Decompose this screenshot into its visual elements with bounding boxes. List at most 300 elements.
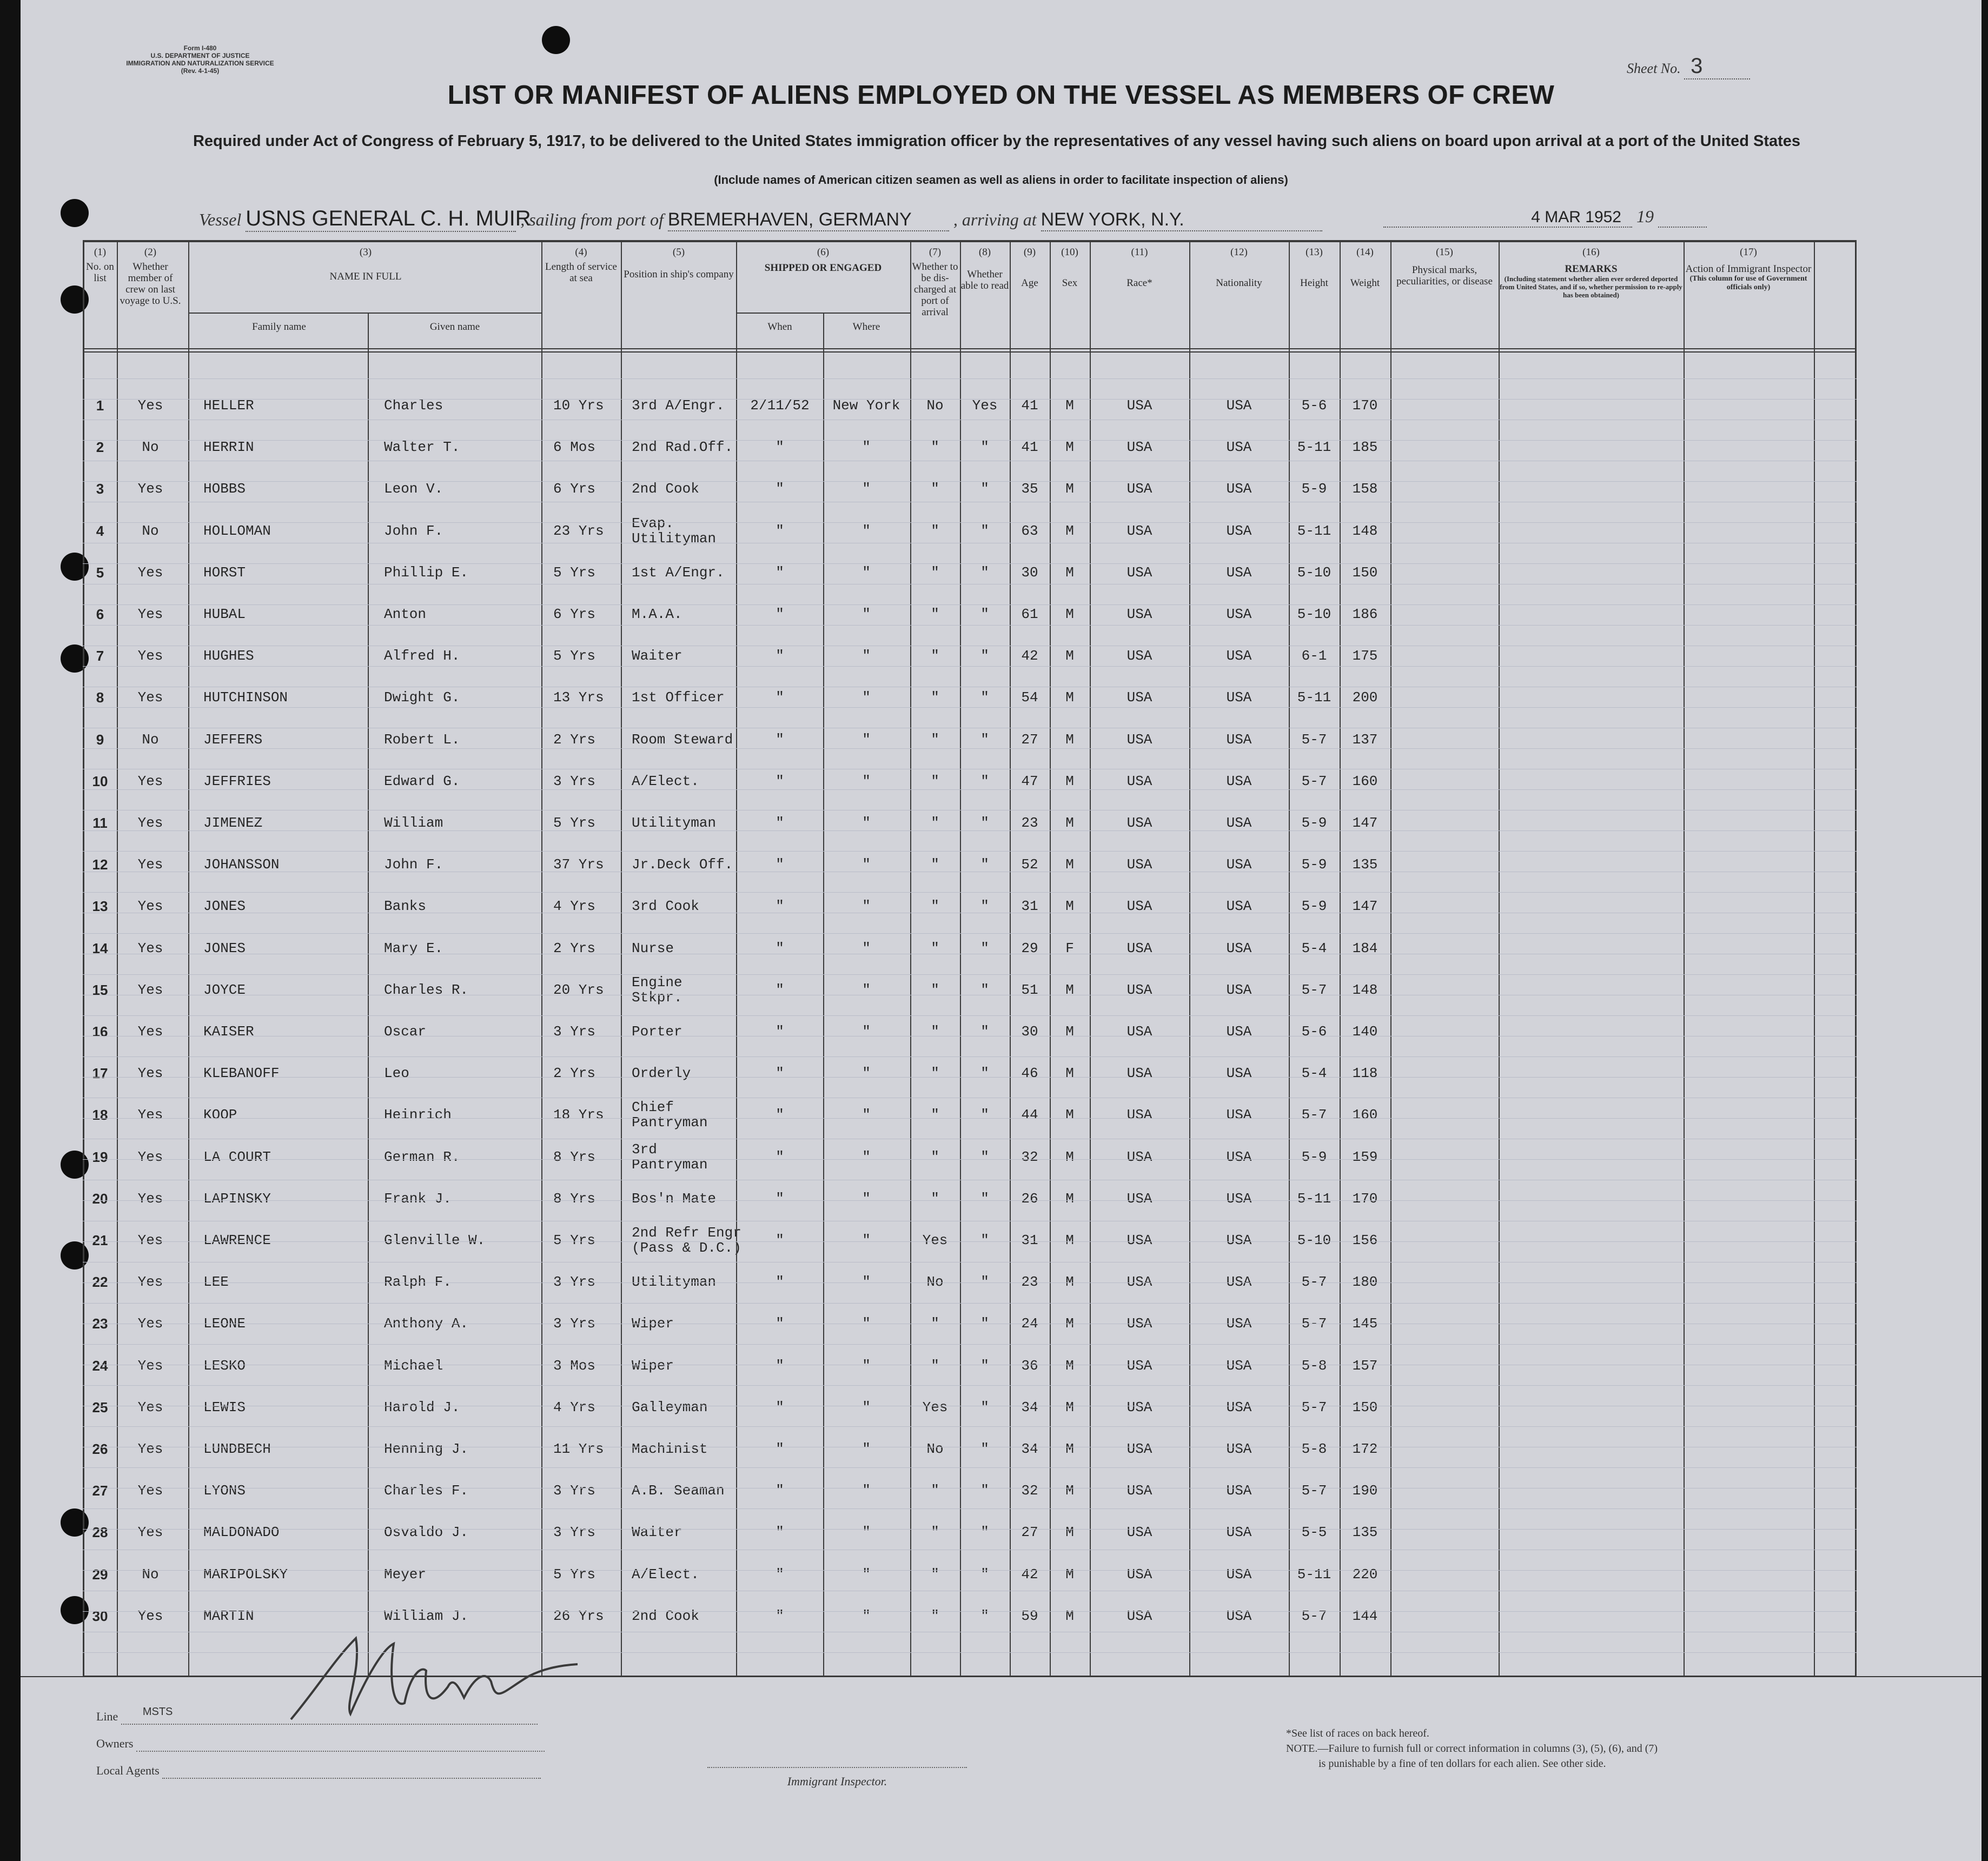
cell-weight: 170 <box>1352 1190 1378 1207</box>
cell-weight: 118 <box>1352 1065 1378 1082</box>
cell-given: William J. <box>384 1607 469 1624</box>
cell-when: " <box>776 1148 784 1165</box>
cell-no: 11 <box>92 815 108 831</box>
cell-where: " <box>862 856 871 873</box>
cell-no: 3 <box>96 481 104 497</box>
cell-service: 4 Yrs <box>553 898 596 915</box>
cell-weight: 158 <box>1352 481 1378 497</box>
column-divider <box>1499 240 1500 1677</box>
cell-race: USA <box>1126 481 1152 497</box>
cell-family: JIMENEZ <box>203 815 263 831</box>
cell-read: " <box>980 815 989 831</box>
cell-no: 25 <box>92 1399 108 1415</box>
header-col-1: (1) No. on list <box>86 247 114 284</box>
cell-no: 30 <box>92 1607 108 1624</box>
ruled-line <box>83 748 1857 749</box>
cell-height: 5-7 <box>1301 1607 1327 1624</box>
cell-disch: " <box>931 1065 939 1082</box>
fine-note: NOTE.—Failure to furnish full or correct information in columns (3), (5), (6), and (7) <box>1286 1743 1658 1754</box>
column-divider <box>1050 240 1051 1677</box>
cell-given: Anthony A. <box>384 1315 469 1332</box>
cell-last: Yes <box>137 898 163 915</box>
cell-given: Frank J. <box>384 1190 452 1207</box>
cell-when: " <box>776 731 784 748</box>
cell-age: 32 <box>1021 1483 1038 1499</box>
cell-height: 5-9 <box>1301 815 1327 831</box>
cell-sex: M <box>1065 1607 1074 1624</box>
cell-sex: M <box>1065 1232 1074 1248</box>
table-bottom-rule <box>21 1676 1982 1677</box>
cell-no: 28 <box>92 1524 108 1541</box>
cell-disch: " <box>931 1357 939 1374</box>
cell-service: 2 Yrs <box>553 1065 596 1082</box>
header-family-name: Family name <box>252 321 306 333</box>
cell-last: Yes <box>137 1441 163 1457</box>
cell-position: Waiter <box>632 1524 682 1541</box>
cell-height: 5-9 <box>1301 898 1327 915</box>
cell-height: 5-7 <box>1301 1107 1327 1124</box>
cell-last: Yes <box>137 1483 163 1499</box>
ruled-line <box>83 1570 1857 1571</box>
cell-when: " <box>776 1607 784 1624</box>
cell-weight: 175 <box>1352 648 1378 664</box>
cell-age: 61 <box>1021 606 1038 622</box>
cell-read: " <box>980 481 989 497</box>
ruled-line <box>83 378 1857 379</box>
cell-age: 36 <box>1021 1357 1038 1374</box>
footer-notes <box>1286 1726 1658 1771</box>
cell-family: KOOP <box>203 1107 237 1124</box>
cell-height: 5-7 <box>1301 773 1327 789</box>
cell-age: 23 <box>1021 1274 1038 1291</box>
cell-last: No <box>142 439 159 456</box>
cell-position: Utilityman <box>632 815 717 831</box>
cell-age: 31 <box>1021 1232 1038 1248</box>
ruled-line <box>83 830 1857 831</box>
cell-height: 5-7 <box>1301 1399 1327 1415</box>
cell-weight: 148 <box>1352 981 1378 998</box>
cell-family: JONES <box>203 898 246 915</box>
header-when: When <box>767 321 792 333</box>
cell-family: LEONE <box>203 1315 246 1332</box>
ruled-line <box>83 1015 1857 1016</box>
cell-position: Wiper <box>632 1357 674 1374</box>
cell-service: 6 Mos <box>553 439 596 456</box>
cell-family: KAISER <box>203 1023 254 1040</box>
cell-family: LESKO <box>203 1357 246 1374</box>
cell-where: " <box>862 1566 871 1583</box>
cell-sex: M <box>1065 564 1074 581</box>
cell-race: USA <box>1126 648 1152 664</box>
cell-where: " <box>862 1065 871 1082</box>
cell-disch: " <box>931 1566 939 1583</box>
cell-where: " <box>862 606 871 622</box>
cell-read: " <box>980 1107 989 1124</box>
cell-given: German R. <box>384 1148 460 1165</box>
cell-disch: " <box>931 1524 939 1541</box>
cell-where: " <box>862 898 871 915</box>
cell-last: Yes <box>137 648 163 664</box>
cell-disch: " <box>931 773 939 789</box>
cell-age: 30 <box>1021 564 1038 581</box>
cell-position: Nurse <box>632 940 674 956</box>
ruled-line <box>83 440 1857 441</box>
cell-where: " <box>862 1274 871 1291</box>
arriving-label: , arriving at <box>953 210 1037 229</box>
cell-disch: " <box>931 522 939 539</box>
cell-sex: M <box>1065 981 1074 998</box>
cell-position: 2nd Rad.Off. <box>632 439 733 456</box>
cell-disch: Yes <box>922 1399 948 1415</box>
cell-family: KLEBANOFF <box>203 1065 280 1082</box>
cell-service: 13 Yrs <box>553 689 604 706</box>
cell-sex: M <box>1065 1357 1074 1374</box>
ruled-line <box>83 625 1857 626</box>
cell-position: Utilityman <box>632 1274 717 1291</box>
column-divider <box>1289 240 1290 1677</box>
cell-when: " <box>776 1315 784 1332</box>
cell-weight: 159 <box>1352 1148 1378 1165</box>
cell-where: " <box>862 1232 871 1248</box>
ruled-line <box>83 604 1857 605</box>
header-col-10: (10) Sex <box>1061 247 1078 289</box>
cell-age: 35 <box>1021 481 1038 497</box>
cell-disch: " <box>931 564 939 581</box>
cell-service: 3 Yrs <box>553 1483 596 1499</box>
inspector-label: Immigrant Inspector. <box>787 1774 887 1788</box>
cell-no: 18 <box>92 1107 108 1124</box>
cell-age: 32 <box>1021 1148 1038 1165</box>
cell-disch: " <box>931 481 939 497</box>
cell-age: 54 <box>1021 689 1038 706</box>
departure-port: BREMERHAVEN, GERMANY <box>668 209 949 231</box>
ruled-line <box>83 1118 1857 1119</box>
cell-sex: M <box>1065 1441 1074 1457</box>
fine-note-cont: is punishable by a fine of ten dollars for each alien. See other side. <box>1318 1758 1606 1770</box>
cell-race: USA <box>1126 856 1152 873</box>
cell-when: 2/11/52 <box>750 397 810 414</box>
cell-weight: 220 <box>1352 1566 1378 1583</box>
cell-nat: USA <box>1226 1190 1252 1207</box>
column-divider <box>910 240 911 1677</box>
cell-family: JEFFERS <box>203 731 263 748</box>
cell-sex: M <box>1065 481 1074 497</box>
cell-when: " <box>776 1274 784 1291</box>
year-label: 19 <box>1636 207 1654 226</box>
cell-weight: 150 <box>1352 1399 1378 1415</box>
cell-sex: M <box>1065 1566 1074 1583</box>
line-value: MSTS <box>142 1706 173 1718</box>
cell-no: 10 <box>92 773 108 789</box>
cell-family: HUGHES <box>203 648 254 664</box>
cell-age: 44 <box>1021 1107 1038 1124</box>
cell-where: " <box>862 815 871 831</box>
cell-family: HORST <box>203 564 246 581</box>
cell-given: Walter T. <box>384 439 460 456</box>
cell-sex: M <box>1065 1023 1074 1040</box>
cell-service: 10 Yrs <box>553 397 604 414</box>
cell-weight: 150 <box>1352 564 1378 581</box>
cell-read: " <box>980 648 989 664</box>
cell-where: " <box>862 1315 871 1332</box>
cell-given: Charles F. <box>384 1483 469 1499</box>
cell-nat: USA <box>1226 1023 1252 1040</box>
cell-when: " <box>776 439 784 456</box>
cell-where: " <box>862 1399 871 1415</box>
ruled-line <box>83 1241 1857 1242</box>
cell-height: 5-9 <box>1301 481 1327 497</box>
column-divider <box>1189 240 1190 1677</box>
cell-where: " <box>862 522 871 539</box>
cell-last: Yes <box>137 773 163 789</box>
cell-given: Robert L. <box>384 731 460 748</box>
cell-race: USA <box>1126 397 1152 414</box>
cell-race: USA <box>1126 898 1152 915</box>
cell-position: 3rd A/Engr. <box>632 397 725 414</box>
footer-agents <box>96 1764 541 1779</box>
cell-when: " <box>776 689 784 706</box>
cell-race: USA <box>1126 1399 1152 1415</box>
cell-last: Yes <box>137 481 163 497</box>
ruled-line <box>83 851 1857 852</box>
cell-given: William <box>384 815 443 831</box>
cell-position: Jr.Deck Off. <box>632 856 733 873</box>
cell-race: USA <box>1126 1315 1152 1332</box>
cell-where: " <box>862 439 871 456</box>
cell-last: Yes <box>137 606 163 622</box>
header-where: Where <box>852 321 880 333</box>
cell-where: " <box>862 981 871 998</box>
cell-height: 5-6 <box>1301 1023 1327 1040</box>
cell-when: " <box>776 1399 784 1415</box>
cell-when: " <box>776 1483 784 1499</box>
cell-weight: 180 <box>1352 1274 1378 1291</box>
cell-service: 2 Yrs <box>553 731 596 748</box>
header-col-13: (13) Height <box>1300 247 1328 289</box>
cell-when: " <box>776 898 784 915</box>
cell-height: 5-11 <box>1297 522 1331 539</box>
cell-where: " <box>862 1107 871 1124</box>
cell-service: 20 Yrs <box>553 981 604 998</box>
cell-age: 42 <box>1021 1566 1038 1583</box>
cell-given: Harold J. <box>384 1399 460 1415</box>
cell-sex: M <box>1065 1315 1074 1332</box>
subtitle-note: (Include names of American citizen seamen as well as aliens in order to facilitate inspection of aliens) <box>714 173 1288 187</box>
cell-read: " <box>980 1023 989 1040</box>
cell-no: 15 <box>92 981 108 998</box>
cell-read: " <box>980 1232 989 1248</box>
cell-when: " <box>776 815 784 831</box>
inspector-signature-line <box>707 1757 967 1789</box>
cell-nat: USA <box>1226 522 1252 539</box>
cell-given: Anton <box>384 606 427 622</box>
cell-given: Meyer <box>384 1566 427 1583</box>
cell-age: 27 <box>1021 1524 1038 1541</box>
cell-family: LUNDBECH <box>203 1441 271 1457</box>
cell-given: Michael <box>384 1357 443 1374</box>
cell-read: " <box>980 606 989 622</box>
cell-weight: 156 <box>1352 1232 1378 1248</box>
cell-sex: M <box>1065 522 1074 539</box>
cell-read: " <box>980 1524 989 1541</box>
sheet-number <box>1627 54 1750 79</box>
cell-no: 17 <box>92 1065 108 1082</box>
cell-race: USA <box>1126 1190 1152 1207</box>
cell-service: 3 Yrs <box>553 1315 596 1332</box>
cell-where: " <box>862 1357 871 1374</box>
header-divider <box>188 313 541 314</box>
cell-nat: USA <box>1226 1441 1252 1457</box>
cell-last: Yes <box>137 689 163 706</box>
cell-weight: 147 <box>1352 815 1378 831</box>
cell-nat: USA <box>1226 1524 1252 1541</box>
cell-service: 5 Yrs <box>553 815 596 831</box>
cell-position: A.B. Seaman <box>632 1483 725 1499</box>
cell-given: Edward G. <box>384 773 460 789</box>
cell-family: MARIPOLSKY <box>203 1566 288 1583</box>
cell-weight: 157 <box>1352 1357 1378 1374</box>
cell-weight: 160 <box>1352 1107 1378 1124</box>
cell-race: USA <box>1126 731 1152 748</box>
cell-no: 21 <box>92 1232 108 1248</box>
cell-nat: USA <box>1226 481 1252 497</box>
cell-race: USA <box>1126 773 1152 789</box>
cell-service: 5 Yrs <box>553 648 596 664</box>
ruled-line <box>83 481 1857 482</box>
cell-position: Porter <box>632 1023 682 1040</box>
cell-sex: M <box>1065 1107 1074 1124</box>
cell-nat: USA <box>1226 1399 1252 1415</box>
cell-given: Alfred H. <box>384 648 460 664</box>
arrival-date: 4 MAR 1952 <box>1383 208 1632 228</box>
cell-family: HOBBS <box>203 481 246 497</box>
cell-disch: " <box>931 981 939 998</box>
cell-sex: M <box>1065 731 1074 748</box>
cell-read: Yes <box>972 397 998 414</box>
cell-read: " <box>980 564 989 581</box>
cell-sex: M <box>1065 773 1074 789</box>
cell-position: 3rd Pantryman <box>632 1141 708 1173</box>
cell-where: " <box>862 564 871 581</box>
cell-family: HUTCHINSON <box>203 689 288 706</box>
cell-weight: 186 <box>1352 606 1378 622</box>
cell-service: 26 Yrs <box>553 1607 604 1624</box>
cell-family: HELLER <box>203 397 254 414</box>
header-col-17: (17) Action of Immigrant Inspector (This column for use of Government officials only) <box>1685 247 1812 291</box>
cell-last: Yes <box>137 1065 163 1082</box>
cell-disch: " <box>931 1190 939 1207</box>
cell-sex: F <box>1065 940 1074 956</box>
cell-where: " <box>862 773 871 789</box>
cell-sex: M <box>1065 1065 1074 1082</box>
cell-nat: USA <box>1226 1107 1252 1124</box>
cell-given: John F. <box>384 856 443 873</box>
cell-family: LEWIS <box>203 1399 246 1415</box>
cell-nat: USA <box>1226 856 1252 873</box>
header-divider <box>736 313 910 314</box>
cell-read: " <box>980 689 989 706</box>
cell-position: M.A.A. <box>632 606 682 622</box>
service-name: IMMIGRATION AND NATURALIZATION SERVICE <box>126 59 274 67</box>
cell-when: " <box>776 606 784 622</box>
cell-nat: USA <box>1226 439 1252 456</box>
cell-height: 5-8 <box>1301 1441 1327 1457</box>
cell-last: No <box>142 1566 159 1583</box>
cell-given: Charles <box>384 397 443 414</box>
cell-given: Oscar <box>384 1023 427 1040</box>
cell-read: " <box>980 1483 989 1499</box>
cell-age: 51 <box>1021 981 1038 998</box>
ruled-line <box>83 1467 1857 1468</box>
cell-height: 5-5 <box>1301 1524 1327 1541</box>
cell-no: 8 <box>96 689 104 706</box>
cell-given: Glenville W. <box>384 1232 486 1248</box>
cell-no: 9 <box>96 731 104 748</box>
cell-height: 5-8 <box>1301 1357 1327 1374</box>
binder-hole <box>61 199 89 227</box>
cell-age: 34 <box>1021 1399 1038 1415</box>
cell-disch: " <box>931 898 939 915</box>
cell-last: Yes <box>137 1274 163 1291</box>
cell-where: " <box>862 731 871 748</box>
cell-height: 5-11 <box>1297 439 1331 456</box>
cell-no: 23 <box>92 1315 108 1332</box>
header-col-16: (16) REMARKS (Including statement whether alien ever ordered deported from United States, and if so, whether permission to re-apply has been obtained) <box>1500 247 1682 299</box>
cell-when: " <box>776 1232 784 1248</box>
cell-when: " <box>776 564 784 581</box>
cell-family: JOYCE <box>203 981 246 998</box>
cell-nat: USA <box>1226 397 1252 414</box>
form-revision: (Rev. 4-1-45) <box>181 67 220 75</box>
cell-weight: 160 <box>1352 773 1378 789</box>
cell-weight: 200 <box>1352 689 1378 706</box>
cell-last: Yes <box>137 1399 163 1415</box>
cell-last: Yes <box>137 1232 163 1248</box>
cell-nat: USA <box>1226 731 1252 748</box>
cell-given: Charles R. <box>384 981 469 998</box>
cell-family: MALDONADO <box>203 1524 280 1541</box>
cell-race: USA <box>1126 689 1152 706</box>
ruled-line <box>83 1426 1857 1427</box>
cell-when: " <box>776 1023 784 1040</box>
ruled-line <box>83 1056 1857 1057</box>
cell-read: " <box>980 1065 989 1082</box>
cell-family: LAWRENCE <box>203 1232 271 1248</box>
cell-given: Osvaldo J. <box>384 1524 469 1541</box>
cell-family: LA COURT <box>203 1148 271 1165</box>
header-col-14: (14) Weight <box>1350 247 1380 289</box>
cell-where: " <box>862 1148 871 1165</box>
column-divider <box>188 240 189 1677</box>
cell-age: 41 <box>1021 439 1038 456</box>
cell-last: Yes <box>137 564 163 581</box>
cell-nat: USA <box>1226 1232 1252 1248</box>
cell-last: Yes <box>137 1190 163 1207</box>
cell-where: " <box>862 1441 871 1457</box>
binder-hole <box>542 26 570 54</box>
cell-disch: " <box>931 1107 939 1124</box>
cell-when: " <box>776 856 784 873</box>
cell-read: " <box>980 439 989 456</box>
header-col-9: (9) Age <box>1021 247 1038 289</box>
cell-read: " <box>980 1566 989 1583</box>
cell-where: " <box>862 1023 871 1040</box>
header-divider <box>83 348 1857 349</box>
cell-age: 30 <box>1021 1023 1038 1040</box>
cell-nat: USA <box>1226 1315 1252 1332</box>
cell-last: Yes <box>137 397 163 414</box>
cell-no: 19 <box>92 1148 108 1165</box>
